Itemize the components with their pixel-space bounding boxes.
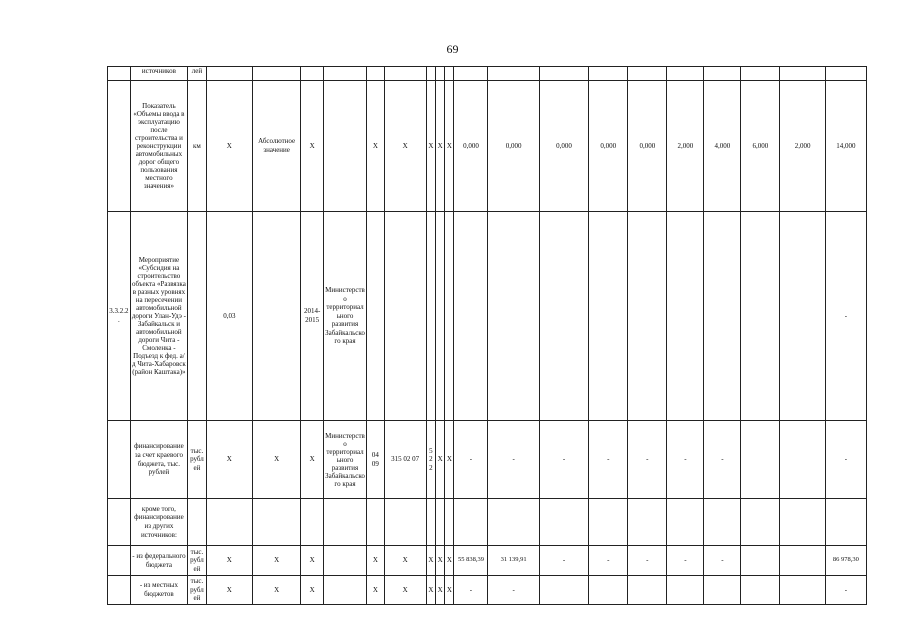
cell-y2 [488,212,539,421]
cell-y1: 0,000 [454,81,488,212]
cell-unit: тыс. рублей [188,576,207,605]
table-row [108,212,867,421]
cell-y3 [539,67,588,81]
cell-y3 [539,576,588,605]
cell-y1: - [454,576,488,605]
cell-y4: - [589,546,628,576]
cell-vr [435,67,444,81]
cell-executor [323,546,366,576]
cell-y2 [488,67,539,81]
cell-name: - из местных бюджетов [130,576,188,605]
cell-unit: лей [188,67,207,81]
cell-csr [426,499,435,546]
cell-rzpr: X [384,546,426,576]
cell-c5 [252,499,300,546]
cell-y8 [741,499,780,546]
cell-y7 [704,67,741,81]
cell-num [108,546,131,576]
cell-num [108,499,131,546]
cell-y6 [667,576,704,605]
cell-unit [188,212,207,421]
cell-c4: X [206,421,252,499]
cell-c4: 0,03 [206,212,252,421]
cell-c4 [206,67,252,81]
cell-y1 [454,67,488,81]
cell-name: финансирование за счет краевого бюджета, тыс. рублей [130,421,188,499]
page-number: 69 [446,42,459,56]
table-row [108,81,867,212]
cell-rzpr: X [384,81,426,212]
cell-y4: 0,000 [589,81,628,212]
cell-y9 [780,67,825,81]
cell-y4 [589,499,628,546]
cell-c5: X [252,576,300,605]
cell-c4: X [206,81,252,212]
cell-name: кроме того, финансирование из других источников: [130,499,188,546]
cell-y7: 4,000 [704,81,741,212]
cell-csr: X [426,546,435,576]
cell-kosgu: X [445,421,454,499]
cell-csr [426,212,435,421]
cell-y6: - [667,546,704,576]
cell-y5 [628,212,667,421]
cell-y7: - [704,421,741,499]
cell-executor: Министерство территориального развития Забайкальского края [323,212,366,421]
cell-kosgu [445,212,454,421]
cell-y6 [667,499,704,546]
cell-rzpr [384,212,426,421]
cell-executor [323,67,366,81]
cell-y9 [780,499,825,546]
table-row [108,499,867,546]
cell-y5 [628,576,667,605]
cell-unit: км [188,81,207,212]
cell-y2: 0,000 [488,81,539,212]
cell-name: Мероприятие «Субсидия на строительство объекта «Развязка в разных уровнях на пересечении автомобильной дороги Улан-Удэ - Забайкальск и автомобильной дороги Чита - Смоленка - Подъезд к фед. а/д Чита-Хабаровск (район Каштака)» [130,212,188,421]
cell-grbs: X [367,81,384,212]
cell-csr: 5 2 2 [426,421,435,499]
cell-y3 [539,212,588,421]
cell-c6: X [301,81,324,212]
cell-name: - из федерального бюджета [130,546,188,576]
table-row [108,67,867,81]
cell-total [825,499,866,546]
cell-total: - [825,421,866,499]
cell-y6: - [667,421,704,499]
cell-y1: - [454,421,488,499]
cell-y4 [589,67,628,81]
table-row [108,421,867,499]
cell-kosgu [445,499,454,546]
cell-rzpr: X [384,576,426,605]
cell-c4 [206,499,252,546]
cell-grbs [367,212,384,421]
cell-c6 [301,499,324,546]
cell-vr: X [435,81,444,212]
cell-y5: - [628,421,667,499]
cell-grbs: X [367,576,384,605]
cell-y3: 0,000 [539,81,588,212]
cell-num: 3.3.2.2. [108,212,131,421]
cell-total: 86 978,30 [825,546,866,576]
cell-grbs [367,499,384,546]
cell-executor [323,499,366,546]
cell-csr: X [426,576,435,605]
cell-unit: тыс. рублей [188,546,207,576]
cell-y6 [667,67,704,81]
cell-y4: - [589,421,628,499]
cell-rzpr [384,67,426,81]
cell-y8 [741,67,780,81]
cell-y6 [667,212,704,421]
cell-y8 [741,421,780,499]
cell-grbs [367,67,384,81]
cell-vr: X [435,546,444,576]
cell-csr [426,67,435,81]
cell-kosgu: X [445,81,454,212]
cell-y7 [704,499,741,546]
cell-y7 [704,576,741,605]
cell-c4: X [206,546,252,576]
cell-c5: Абсолютное значение [252,81,300,212]
cell-total: - [825,212,866,421]
table-row [108,576,867,605]
cell-vr [435,212,444,421]
cell-c6: 2014-2015 [301,212,324,421]
cell-y5 [628,67,667,81]
cell-grbs: 04 09 [367,421,384,499]
cell-y9 [780,212,825,421]
cell-y8 [741,546,780,576]
cell-y6: 2,000 [667,81,704,212]
cell-y2 [488,499,539,546]
cell-rzpr [384,499,426,546]
cell-y8: 6,000 [741,81,780,212]
cell-num [108,81,131,212]
cell-y2: - [488,576,539,605]
cell-c6: X [301,576,324,605]
cell-y8 [741,576,780,605]
cell-y1: 55 838,39 [454,546,488,576]
cell-y3 [539,499,588,546]
cell-kosgu: X [445,546,454,576]
cell-c5: X [252,546,300,576]
cell-y9 [780,421,825,499]
cell-y2: - [488,421,539,499]
cell-kosgu [445,67,454,81]
cell-y7: - [704,546,741,576]
cell-c6: X [301,546,324,576]
cell-kosgu: X [445,576,454,605]
cell-unit: тыс. рублей [188,421,207,499]
cell-num [108,421,131,499]
cell-num [108,576,131,605]
cell-c4: X [206,576,252,605]
cell-total: - [825,576,866,605]
cell-executor [323,81,366,212]
cell-c5 [252,212,300,421]
cell-unit [188,499,207,546]
program-table [107,66,867,605]
cell-c5 [252,67,300,81]
cell-num [108,67,131,81]
cell-csr: X [426,81,435,212]
cell-y3: - [539,421,588,499]
cell-c6: X [301,421,324,499]
cell-c6 [301,67,324,81]
cell-grbs: X [367,546,384,576]
cell-y5: 0,000 [628,81,667,212]
cell-vr [435,499,444,546]
cell-name: Показатель «Объемы ввода в эксплуатацию после строительства и реконструкции автомобильных дорог общего пользования местного значения» [130,81,188,212]
cell-y7 [704,212,741,421]
cell-y9 [780,576,825,605]
cell-vr: X [435,421,444,499]
cell-y3: - [539,546,588,576]
cell-executor: Министерство территориального развития Забайкальского края [323,421,366,499]
cell-y5: - [628,546,667,576]
cell-total: 14,000 [825,81,866,212]
cell-y9 [780,546,825,576]
cell-rzpr: 315 02 07 [384,421,426,499]
cell-total [825,67,866,81]
cell-y8 [741,212,780,421]
cell-name: источников [130,67,188,81]
cell-y4 [589,212,628,421]
cell-executor [323,576,366,605]
cell-c5: X [252,421,300,499]
cell-y1 [454,212,488,421]
table-row [108,546,867,576]
cell-y2: 31 139,91 [488,546,539,576]
cell-y5 [628,499,667,546]
cell-y4 [589,576,628,605]
cell-vr: X [435,576,444,605]
cell-y1 [454,499,488,546]
cell-y9: 2,000 [780,81,825,212]
